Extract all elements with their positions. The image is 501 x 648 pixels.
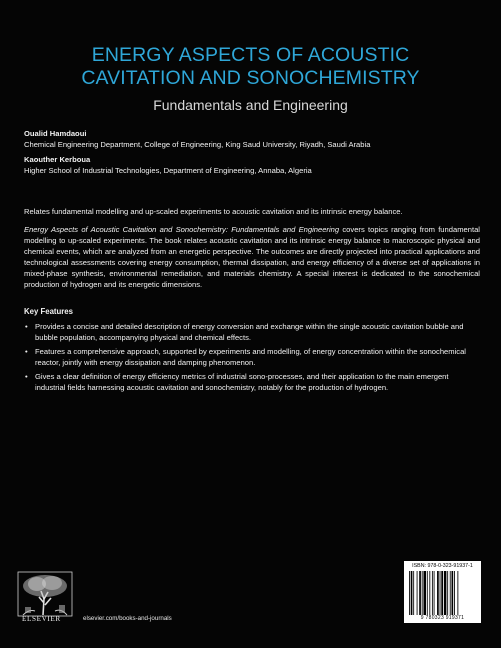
key-feature-item	[24, 371, 480, 393]
bullet-icon: •	[25, 347, 28, 356]
key-feature-text: Provides a concise and detailed description of energy conversion and exchange within the single acoustic cavitation bubble and bubble population, accompanying physical and chemical effects.	[35, 322, 464, 342]
author-entry	[24, 128, 484, 150]
description-book-title: Energy Aspects of Acoustic Cavitation and Sonochemistry: Fundamentals and Engineering	[24, 225, 340, 234]
key-feature-text: Features a comprehensive approach, supported by experiments and modelling, of energy concentration within the sonochemical reactor, jointly with energy dissipation and damping phenomenon.	[35, 347, 466, 367]
book-title-line-2: CAVITATION AND SONOCHEMISTRY	[81, 67, 420, 89]
author-affiliation: Chemical Engineering Department, College of Engineering, King Saud University, Riyadh, Saudi Arabia	[24, 140, 371, 149]
author-list	[24, 128, 484, 180]
key-feature-item	[24, 321, 480, 343]
author-name: Kaouther Kerboua	[24, 155, 91, 164]
isbn-barcode	[404, 561, 481, 623]
elsevier-tree-icon	[17, 571, 73, 617]
book-description	[24, 224, 480, 291]
author-name: Oualid Hamdaoui	[24, 129, 87, 138]
key-features-list	[24, 321, 480, 396]
bullet-icon: •	[25, 322, 28, 331]
isbn-label: ISBN: 978-0-323-91937-1	[412, 563, 473, 569]
publisher-name: ELSEVIER	[22, 615, 61, 623]
key-feature-item	[24, 346, 480, 368]
bullet-icon: •	[25, 372, 28, 381]
publisher-url[interactable]: elsevier.com/books-and-journals	[83, 615, 172, 622]
description-body: covers topics ranging from fundamental modelling to up-scaled experiments. The book relates acoustic cavitation and its intrinsic energy balance to macroscopic physical and chemical events, which are analyzed from an energetic perspective. The outcomes are directly projected into practical applications and technological assessments covering energy consumption, thermal dissipation, and energy efficiency of a diverse set of applications in mixed-phase synthesis, environmental remediation, and materials chemistry. A special interest is dedicated to the sonochemical production of hydrogen and its energetic dimensions.	[24, 225, 480, 290]
book-title-line-1: ENERGY ASPECTS OF ACOUSTIC	[91, 44, 410, 66]
key-features-heading: Key Features	[24, 307, 73, 316]
author-entry	[24, 154, 484, 176]
intro-sentence: Relates fundamental modelling and up-scaled experiments to acoustic cavitation and its intrinsic energy balance.	[24, 207, 403, 216]
book-subtitle: Fundamentals and Engineering	[153, 97, 348, 113]
barcode-number: 9 780323 919371	[420, 615, 465, 621]
author-affiliation: Higher School of Industrial Technologies, Department of Engineering, Annaba, Algeria	[24, 166, 312, 175]
barcode-icon	[409, 571, 476, 615]
book-title	[0, 44, 501, 90]
key-feature-text: Gives a clear definition of energy efficiency metrics of industrial sono-processes, and their application to the main emergent industrial fields harnessing acoustic cavitation and sonochemistry, notably for the production of hydrogen.	[35, 372, 449, 392]
